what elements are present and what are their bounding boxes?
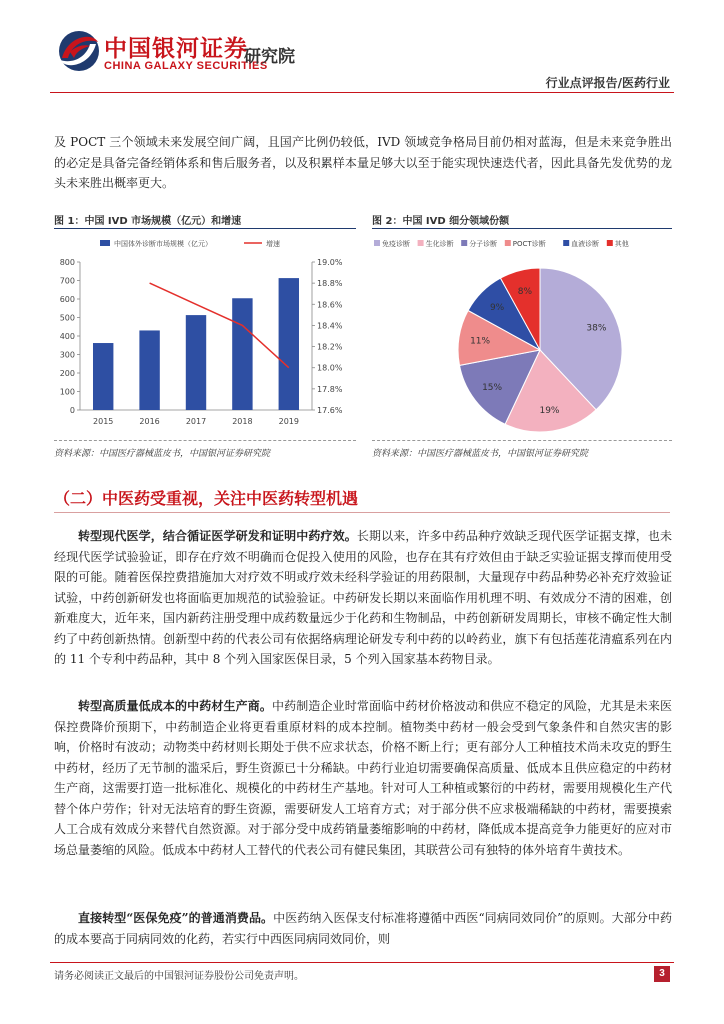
legend-swatch <box>374 240 380 246</box>
x-tick-label: 2019 <box>278 417 299 426</box>
legend-label: 血液诊断 <box>571 240 600 248</box>
bar <box>232 298 252 410</box>
y-tick-label: 400 <box>59 332 75 341</box>
y-tick-label: 0 <box>69 406 75 415</box>
figure1-source: 资料来源：中国医疗器械蓝皮书，中国银河证券研究院 <box>54 449 271 459</box>
legend-swatch <box>505 240 511 246</box>
paragraph-2-text: 中药制造企业时常面临中药材价格波动和供应不稳定的风险，尤其是未来医保控费降价预期下，中药制造企业将更看重原材料的成本控制。植物类中药材一般会受到气象条件和自然灾害的影响，价格时有波动；动物类中药材则长期处于供不应求状态，价格不断上行；更有部分人工种植技术尚未攻克的野生中药材，经历了无节制的滥采后，野生资源已十分稀缺。中药行业迫切需要确保高质量、低成本且供应稳定的中药材生产商，这需要打造一批标准化、规模化的中药材生产基地。针对可人工种植或繁衍的中药材，需要用规模化生产代替个体户劳作；针对无法培育的野生资源，需要研发人工培育方式；对于部分供不应求极端稀缺的中药材，需要摸索人工合成有效成分来替代自然资源。对于部分受中成药销量萎缩影响的中药材，降低成本提高竞争力能更好的应对市场总量萎缩的风险。低成本中药材人工替代的代表公司有健民集团，其联营公司有独特的体外培育牛黄技术。 <box>54 699 672 857</box>
paragraph-1 <box>54 526 672 670</box>
bar <box>139 330 159 410</box>
figure1-title: 图 1：中国 IVD 市场规模（亿元）和增速 <box>54 216 242 227</box>
y2-tick-label: 17.6% <box>317 406 343 415</box>
y2-tick-label: 18.8% <box>317 279 343 289</box>
company-name-cn: 中国银河证券 <box>104 36 248 62</box>
legend-swatch <box>461 240 467 246</box>
y2-tick-label: 17.8% <box>317 384 343 394</box>
y2-tick-label: 18.4% <box>317 321 343 331</box>
y2-tick-label: 19.0% <box>317 258 343 267</box>
figure2-source: 资料来源：中国医疗器械蓝皮书，中国银河证券研究院 <box>372 449 589 459</box>
paragraph-3 <box>54 908 672 949</box>
company-name-en: CHINA GALAXY SECURITIES <box>104 60 268 72</box>
pie-slice-label: 9% <box>489 303 505 314</box>
pie-slice-label: 19% <box>539 405 560 416</box>
legend-label: 生化诊断 <box>425 240 454 248</box>
figure2-title-rule <box>372 228 672 229</box>
growth-rate-line <box>150 283 289 368</box>
paragraph-3-text: 中医药纳入医保支付标准将遵循中西医“同病同效同价”的原则。大部分中药的成本要高于同病同效的化药，若实行中西医同病同效同价，则 <box>54 911 672 946</box>
section-title: （二）中医药受重视，关注中医药转型机遇 <box>54 489 359 508</box>
figure2-source-rule <box>372 440 672 441</box>
figure2-title: 图 2：中国 IVD 细分领域份额 <box>372 216 510 227</box>
bar <box>186 315 206 410</box>
figure1-title-rule <box>54 228 356 229</box>
legend-swatch <box>563 240 569 246</box>
x-tick-label: 2018 <box>232 417 253 426</box>
legend-label: POCT诊断 <box>512 240 546 248</box>
ivd-market-chart <box>50 234 360 434</box>
legend-swatch <box>418 240 424 246</box>
y-tick-label: 700 <box>59 276 75 286</box>
paragraph-2 <box>54 696 672 860</box>
legend-label: 分子诊断 <box>469 240 498 248</box>
legend-label: 其他 <box>614 240 629 248</box>
y-tick-label: 200 <box>59 369 75 378</box>
footer-disclaimer: 请务必阅读正文最后的中国银河证券股份公司免责声明。 <box>54 971 304 982</box>
figure1-source-rule <box>54 440 356 441</box>
y2-tick-label: 18.0% <box>317 363 343 373</box>
page-number: 3 <box>654 966 670 982</box>
y-tick-label: 600 <box>59 295 75 304</box>
intro-paragraph: 及 POCT 三个领域未来发展空间广阔，且国产比例仍较低，IVD 领域竞争格局目前仍相对蓝海，但是未来竞争胜出的必定是具备完备经销体系和售后服务者，以及积累样本量足够大以至于能实现快速迭代者，因此具备先发优势的龙头未来胜出概率更大。 <box>54 135 672 190</box>
paragraph-1-text: 长期以来，许多中药品种疗效缺乏现代医学证据支撑，也未经现代医学试验验证，即存在疗效不明确而仓促投入使用的风险，也存在其有疗效但由于缺乏实验证据支撑而使用受限的可能。随着医保控费措施加大对疗效不明或疗效未经科学验证的用药限制，大量现存中药品种势必补充疗效验证试验，中药创新研发也将面临更加规范的试验验证。中药研发长期以来面临作用机理不明、有效成分不清的困难，创新难度大，近年来，国内新药注册受理中成药数量远少于化药和生物制品，中药创新研发周期长，审核不确定性大制约了中药创新热情。创新型中药的代表公司有依据络病理论研发专利中药的以岭药业，旗下有包括莲花清瘟系列在内的 11 个专利中药品种，其中 8 个列入国家医保目录，5 个列入国家基本药物目录。 <box>54 529 672 666</box>
report-tag: 行业点评报告/医药行业 <box>545 76 670 90</box>
section-divider <box>54 512 670 513</box>
pie-slice-label: 11% <box>470 336 491 347</box>
legend-label: 免疫诊断 <box>382 240 410 248</box>
y-tick-label: 500 <box>59 313 75 323</box>
paragraph-2-lead: 转型高质量低成本的中药材生产商。 <box>78 699 272 713</box>
ivd-segment-pie-chart <box>368 234 674 434</box>
pie-slice-label: 15% <box>482 383 503 394</box>
paragraph-1-lead: 转型现代医学，结合循证医学研发和证明中药疗效。 <box>78 529 357 543</box>
y2-tick-label: 18.2% <box>317 342 343 352</box>
pie-slice-label: 38% <box>586 323 607 334</box>
y-tick-label: 300 <box>59 350 75 360</box>
y-tick-label: 800 <box>59 258 75 267</box>
x-tick-label: 2016 <box>139 417 160 426</box>
pie-slice-label: 8% <box>517 287 533 298</box>
legend-swatch <box>607 240 613 246</box>
galaxy-logo-icon <box>56 28 102 74</box>
x-tick-label: 2015 <box>93 417 114 426</box>
bar <box>279 278 299 410</box>
header-divider <box>50 92 674 93</box>
x-tick-label: 2017 <box>185 417 207 426</box>
footer-divider <box>50 962 674 963</box>
legend-line-label: 增速 <box>266 240 280 248</box>
bar <box>93 343 113 410</box>
y2-tick-label: 18.6% <box>317 300 343 310</box>
legend-bar-label: 中国体外诊断市场规模（亿元） <box>114 240 212 248</box>
institute-name: 研究院 <box>244 47 295 67</box>
y-tick-label: 100 <box>59 387 75 397</box>
paragraph-3-lead: 直接转型“医保免疫”的普通消费品。 <box>78 911 274 925</box>
legend-bar-swatch <box>100 240 110 246</box>
